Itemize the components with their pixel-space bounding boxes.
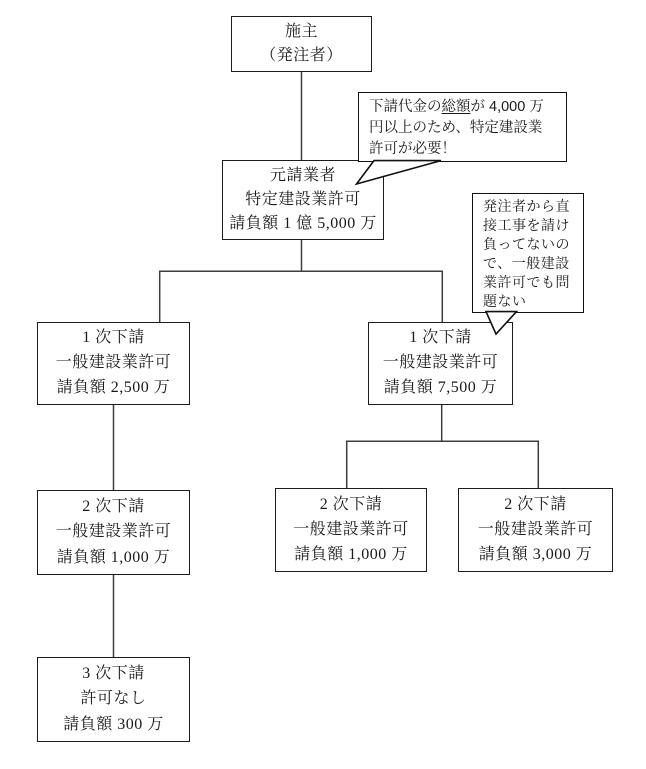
node-sub1-right-amount: 請負額 7,500 万 — [383, 379, 498, 397]
callout-ippan-line5: 業許可でも問 — [483, 274, 570, 290]
node-owner-subtitle: （発注者） — [260, 46, 343, 64]
node-prime-amount: 請負額 1 億 5,000 万 — [229, 214, 377, 232]
node-sub1-right — [368, 322, 513, 405]
callout-ippan-line1: 発注者から直 — [483, 198, 570, 214]
callout-tokutei-line1-prefix: 下請代金の — [369, 99, 442, 115]
node-prime-permit: 特定建設業許可 — [245, 190, 361, 208]
node-owner — [231, 16, 372, 72]
node-sub2-right-amount: 請負額 3,000 万 — [478, 545, 593, 563]
node-sub1-right-permit: 一般建設業許可 — [382, 354, 499, 372]
node-sub2-right — [458, 488, 613, 572]
node-sub1-left-title: 1 次下請 — [82, 329, 145, 347]
node-sub2-left-title: 2 次下請 — [82, 497, 145, 515]
callout-ippan-line2: 接工事を請け — [483, 217, 570, 233]
callout-tokutei-line1 — [369, 97, 560, 118]
callout-ippan-line4: で、一般建設 — [483, 255, 570, 271]
node-sub1-left — [37, 322, 190, 405]
node-sub2-left — [37, 490, 190, 575]
node-sub2-middle — [275, 488, 427, 572]
node-owner-title: 施主 — [284, 22, 318, 40]
node-sub3 — [37, 657, 190, 742]
node-sub2-right-permit: 一般建設業許可 — [477, 520, 594, 538]
node-sub2-left-permit: 一般建設業許可 — [55, 523, 172, 541]
callout-ippan-line6: 題ない — [483, 293, 527, 309]
callout-tokutei-line3: 許可が必要！ — [369, 141, 456, 157]
node-sub3-amount: 請負額 300 万 — [63, 715, 164, 733]
node-prime-contractor — [222, 160, 384, 240]
node-prime-title: 元請業者 — [269, 166, 336, 184]
node-sub2-middle-permit: 一般建設業許可 — [293, 520, 409, 538]
callout-ippan-line3: 負ってないの — [483, 236, 570, 252]
node-sub1-left-amount: 請負額 2,500 万 — [56, 379, 171, 397]
callout-ippan-permit-note — [472, 193, 584, 313]
callout-tokutei-line1-suffix: が 4,000 万 — [470, 99, 544, 115]
node-sub2-middle-amount: 請負額 1,000 万 — [294, 545, 408, 563]
callout-tokutei-permit-note — [358, 92, 567, 162]
node-sub2-middle-title: 2 次下請 — [319, 495, 383, 513]
callout-tokutei-line1-underlined: 総額 — [441, 99, 471, 115]
node-sub2-left-amount: 請負額 1,000 万 — [56, 548, 171, 566]
node-sub3-permit: 許可なし — [80, 690, 147, 708]
node-sub1-right-title: 1 次下請 — [409, 329, 472, 347]
callout-tokutei-line2: 円以上のため、特定建設業 — [369, 120, 543, 136]
node-sub3-title: 3 次下請 — [82, 664, 145, 682]
node-sub1-left-permit: 一般建設業許可 — [55, 354, 172, 372]
node-sub2-right-title: 2 次下請 — [504, 495, 567, 513]
